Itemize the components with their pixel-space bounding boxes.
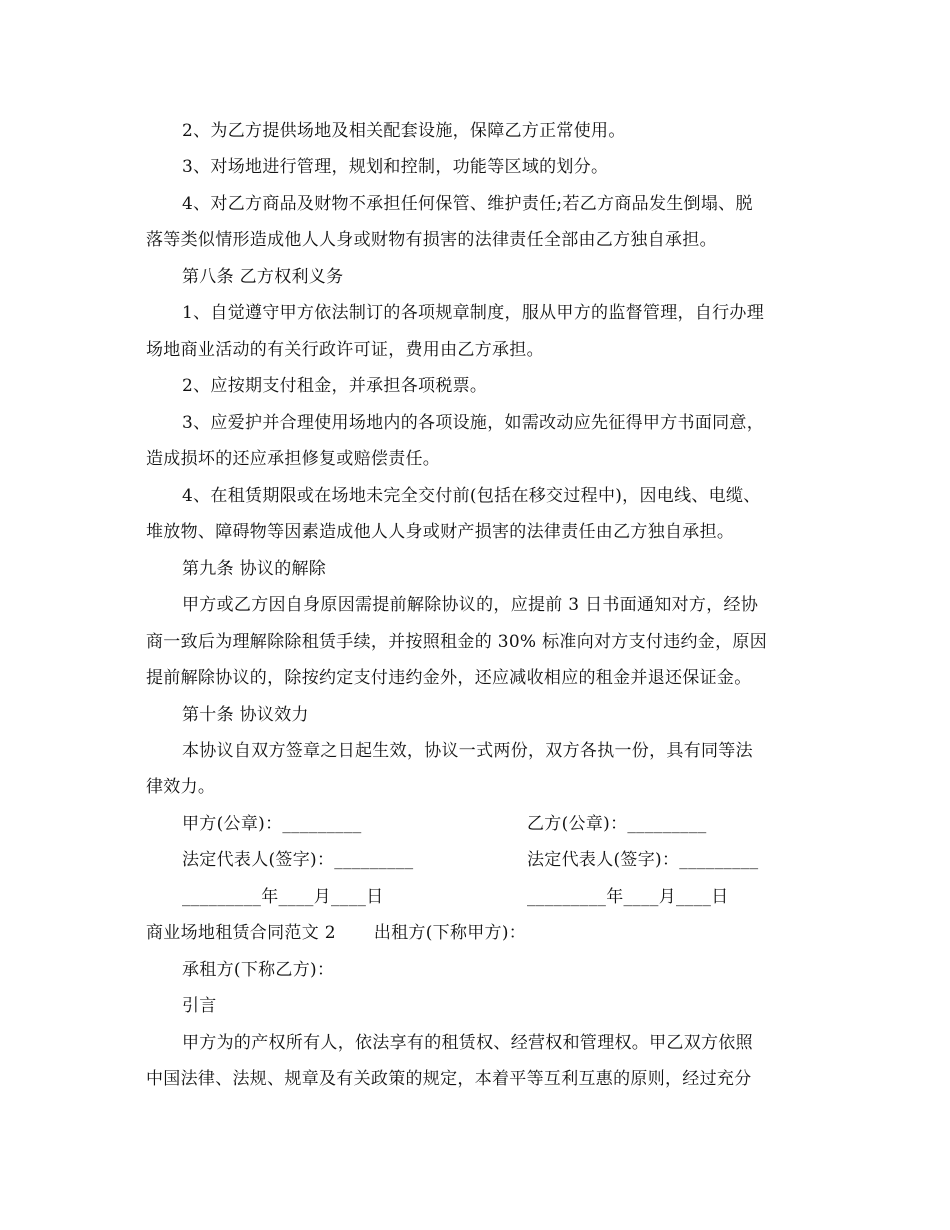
article-9-heading: 第九条 协议的解除	[182, 559, 327, 579]
intro-line-2: 中国法律、法规、规章及有关政策的规定，本着平等互利互惠的原则，经过充分	[146, 1069, 752, 1089]
party-a-seal: 甲方(公章)：_________	[182, 814, 362, 834]
party-a-representative: 法定代表人(签字)：_________	[182, 850, 414, 870]
article-9-para-line-1: 甲方或乙方因自身原因需提前解除协议的，应提前 3 日书面通知对方，经协	[182, 595, 759, 615]
lessor-label: 出租方(下称甲方)：	[373, 923, 527, 943]
article-10-para-line-2: 律效力。	[146, 777, 216, 797]
intro-line-1: 甲方为的产权所有人，依法享有的租赁权、经营权和管理权。甲乙双方依照	[182, 1033, 753, 1053]
article-9-para-line-2: 商一致后为理解除除租赁手续，并按照租金的 30% 标准向对方支付违约金，原因	[146, 632, 767, 652]
contract-2-title-row	[146, 921, 526, 945]
party-a-duty-item-2: 2、为乙方提供场地及相关配套设施，保障乙方正常使用。	[182, 121, 626, 141]
article-8-item-1-line-2: 场地商业活动的有关行政许可证，费用由乙方承担。	[146, 340, 544, 360]
article-8-item-3-line-2: 造成损坏的还应承担修复或赔偿责任。	[146, 449, 441, 469]
article-8-heading: 第八条 乙方权利义务	[182, 267, 344, 287]
article-8-item-3-line-1: 3、应爱护并合理使用场地内的各项设施，如需改动应先征得甲方书面同意，	[182, 413, 765, 433]
party-a-duty-item-4-line-2: 落等类似情形造成他人人身或财物有损害的法律责任全部由乙方独自承担。	[146, 230, 717, 250]
article-9-para-line-3: 提前解除协议的，除按约定支付违约金外，还应减收相应的租金并退还保证金。	[146, 668, 752, 688]
party-a-duty-item-4-line-1: 4、对乙方商品及财物不承担任何保管、维护责任;若乙方商品发生倒塌、脱	[182, 194, 753, 214]
contract-2-title: 商业场地租赁合同范文 2	[146, 923, 336, 943]
article-10-para-line-1: 本协议自双方签章之日起生效，协议一式两份，双方各执一份，具有同等法	[182, 741, 753, 761]
party-b-date: _________年____月____日	[527, 887, 729, 907]
article-8-item-1-line-1: 1、自觉遵守甲方依法制订的各项规章制度，服从甲方的监督管理，自行办理	[182, 303, 765, 323]
article-8-item-4-line-1: 4、在租赁期限或在场地未完全交付前(包括在移交过程中)，因电线、电缆、	[182, 486, 761, 506]
party-b-seal: 乙方(公章)：_________	[527, 814, 707, 834]
article-8-item-4-line-2: 堆放物、障碍物等因素造成他人人身或财产损害的法律责任由乙方独自承担。	[146, 522, 735, 542]
intro-heading: 引言	[182, 996, 217, 1016]
article-10-heading: 第十条 协议效力	[182, 705, 309, 725]
party-b-representative: 法定代表人(签字)：_________	[527, 850, 759, 870]
article-8-item-2: 2、应按期支付租金，并承担各项税票。	[182, 376, 488, 396]
party-a-date: _________年____月____日	[182, 887, 384, 907]
party-a-duty-item-3: 3、对场地进行管理，规划和控制，功能等区域的划分。	[182, 157, 609, 177]
lessee-label: 承租方(下称乙方)：	[182, 960, 335, 980]
